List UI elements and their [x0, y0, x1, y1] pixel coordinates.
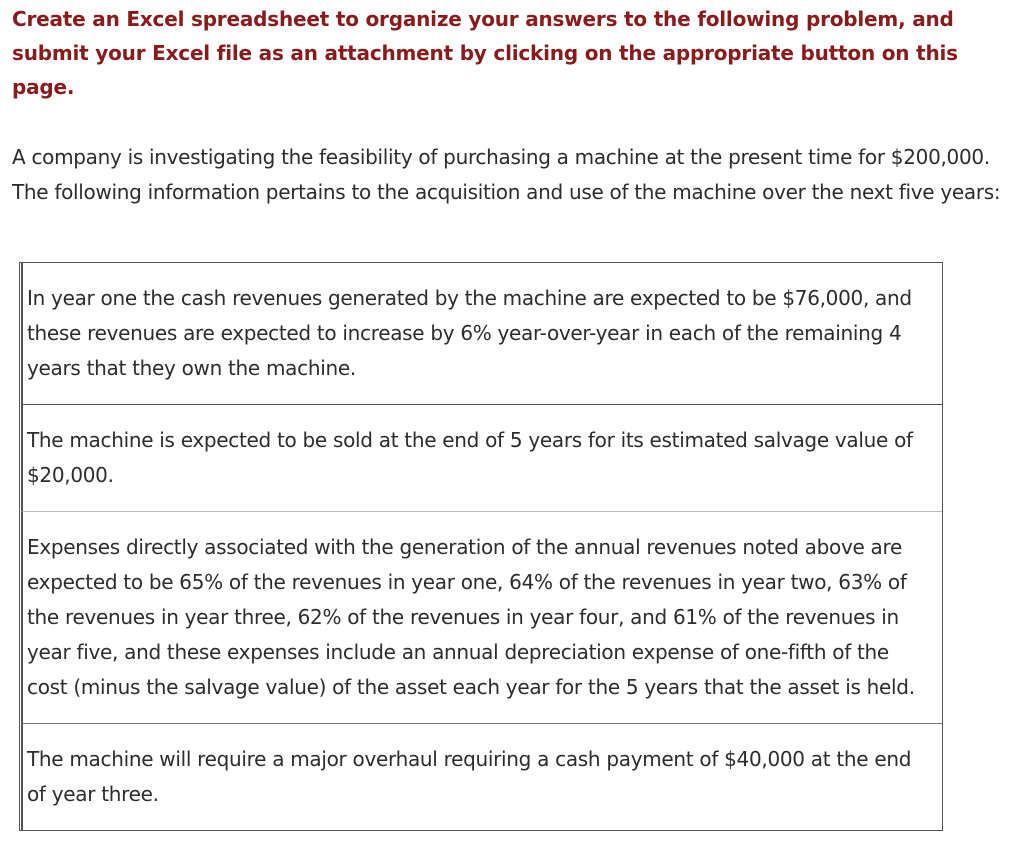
info-row-salvage: The machine is expected to be sold at the end of 5 years for its estimated salvage value of $20,000.: [21, 405, 942, 512]
problem-info-table: [19, 262, 943, 831]
instructions-heading: Create an Excel spreadsheet to organize your answers to the following problem, and submit your Excel file as an attachment by clicking on the appropriate button on this page.: [12, 7, 958, 99]
info-row-revenues: In year one the cash revenues generated by the machine are expected to be $76,000, and these revenues are expected to increase by 6% year-over-year in each of the remaining 4 years that they own the machine.: [21, 263, 942, 405]
problem-intro: A company is investigating the feasibility of purchasing a machine at the present time for $200,000. The following information pertains to the acquisition and use of the machine over the next five years:: [12, 145, 1001, 204]
info-row-expenses: Expenses directly associated with the generation of the annual revenues noted above are expected to be 65% of the revenues in year one, 64% of the revenues in year two, 63% of the revenues in year three, 62% of the revenues in year four, and 61% of the revenues in year five, and these expenses include an annual depreciation expense of one-fifth of the cost (minus the salvage value) of the asset each year for the 5 years that the asset is held.: [21, 512, 942, 724]
info-row-overhaul: The machine will require a major overhaul requiring a cash payment of $40,000 at the end of year three.: [21, 724, 942, 830]
